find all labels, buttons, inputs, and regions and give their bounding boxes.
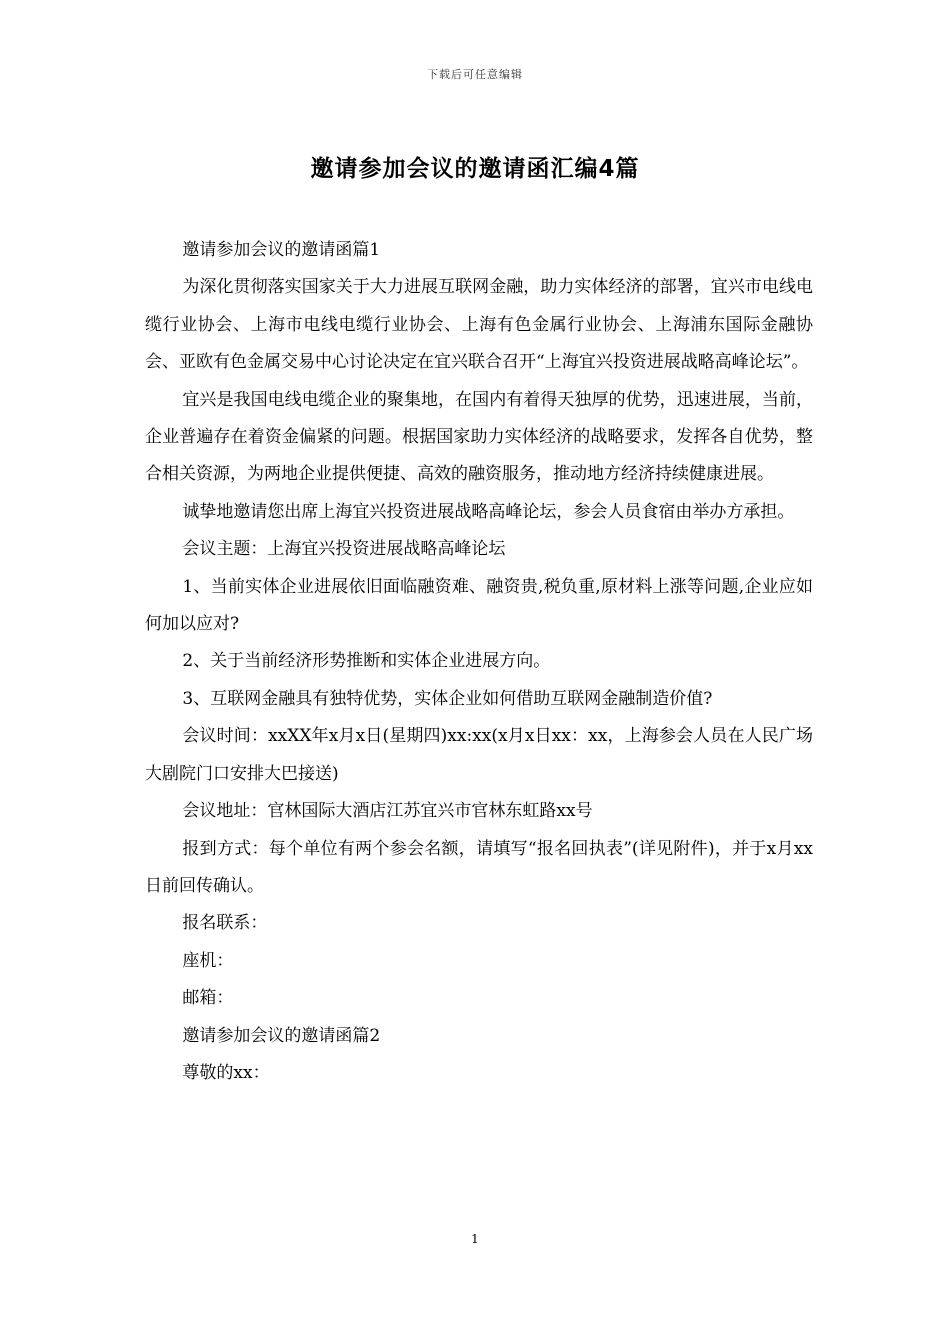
agenda-item: 3、互联网金融具有独特优势，实体企业如何借助互联网金融制造价值? bbox=[182, 688, 713, 709]
email: 邮箱： bbox=[182, 988, 234, 1009]
agenda-item: 2、关于当前经济形势推断和实体企业进展方向。 bbox=[182, 651, 551, 672]
registration-method: 报到方式：每个单位有两个参会名额，请填写“报名回执表”(详见附件)，并于x月xx日前回传确认。 bbox=[145, 838, 813, 896]
paragraph: 为深化贯彻落实国家关于大力进展互联网金融，助力实体经济的部署，宜兴市电线电缆行业协会、上海市电线电缆行业协会、上海有色金属行业协会、上海浦东国际金融协会、亚欧有色金属交易中心讨论决定在宜兴联合召开“上海宜兴投资进展战略高峰论坛”。 bbox=[145, 277, 813, 373]
meeting-address: 会议地址：官林国际大酒店江苏宜兴市官林东虹路xx号 bbox=[182, 801, 593, 822]
page-number: 1 bbox=[471, 1232, 479, 1246]
document-body bbox=[145, 232, 813, 1092]
landline: 座机： bbox=[182, 950, 234, 971]
paragraph: 诚挚地邀请您出席上海宜兴投资进展战略高峰论坛，参会人员食宿由举办方承担。 bbox=[182, 501, 795, 522]
paragraph: 宜兴是我国电线电缆企业的聚集地，在国内有着得天独厚的优势，迅速进展，当前，企业普遍存在着资金偏紧的问题。根据国家助力实体经济的战略要求，发挥各自优势，整合相关资源，为两地企业提供便捷、高效的融资服务，推动地方经济持续健康进展。 bbox=[145, 389, 813, 485]
header-note: 下载后可任意编辑 bbox=[427, 68, 523, 81]
registration-contact: 报名联系： bbox=[182, 913, 268, 934]
section-heading-1: 邀请参加会议的邀请函篇1 bbox=[182, 240, 381, 260]
meeting-theme: 会议主题：上海宜兴投资进展战略高峰论坛 bbox=[182, 539, 506, 560]
agenda-item: 1、当前实体企业进展依旧面临融资难、融资贵,税负重,原材料上涨等问题,企业应如何加以应对? bbox=[145, 576, 813, 635]
section-heading-2: 邀请参加会议的邀请函篇2 bbox=[182, 1025, 381, 1046]
document-title: 邀请参加会议的邀请函汇编4篇 bbox=[310, 156, 640, 182]
meeting-time: 会议时间：xxXX年x月x日(星期四)xx:xx(x月x日xx：xx，上海参会人员在人民广场大剧院门口安排大巴接送) bbox=[145, 726, 813, 784]
salutation: 尊敬的xx： bbox=[182, 1062, 270, 1083]
